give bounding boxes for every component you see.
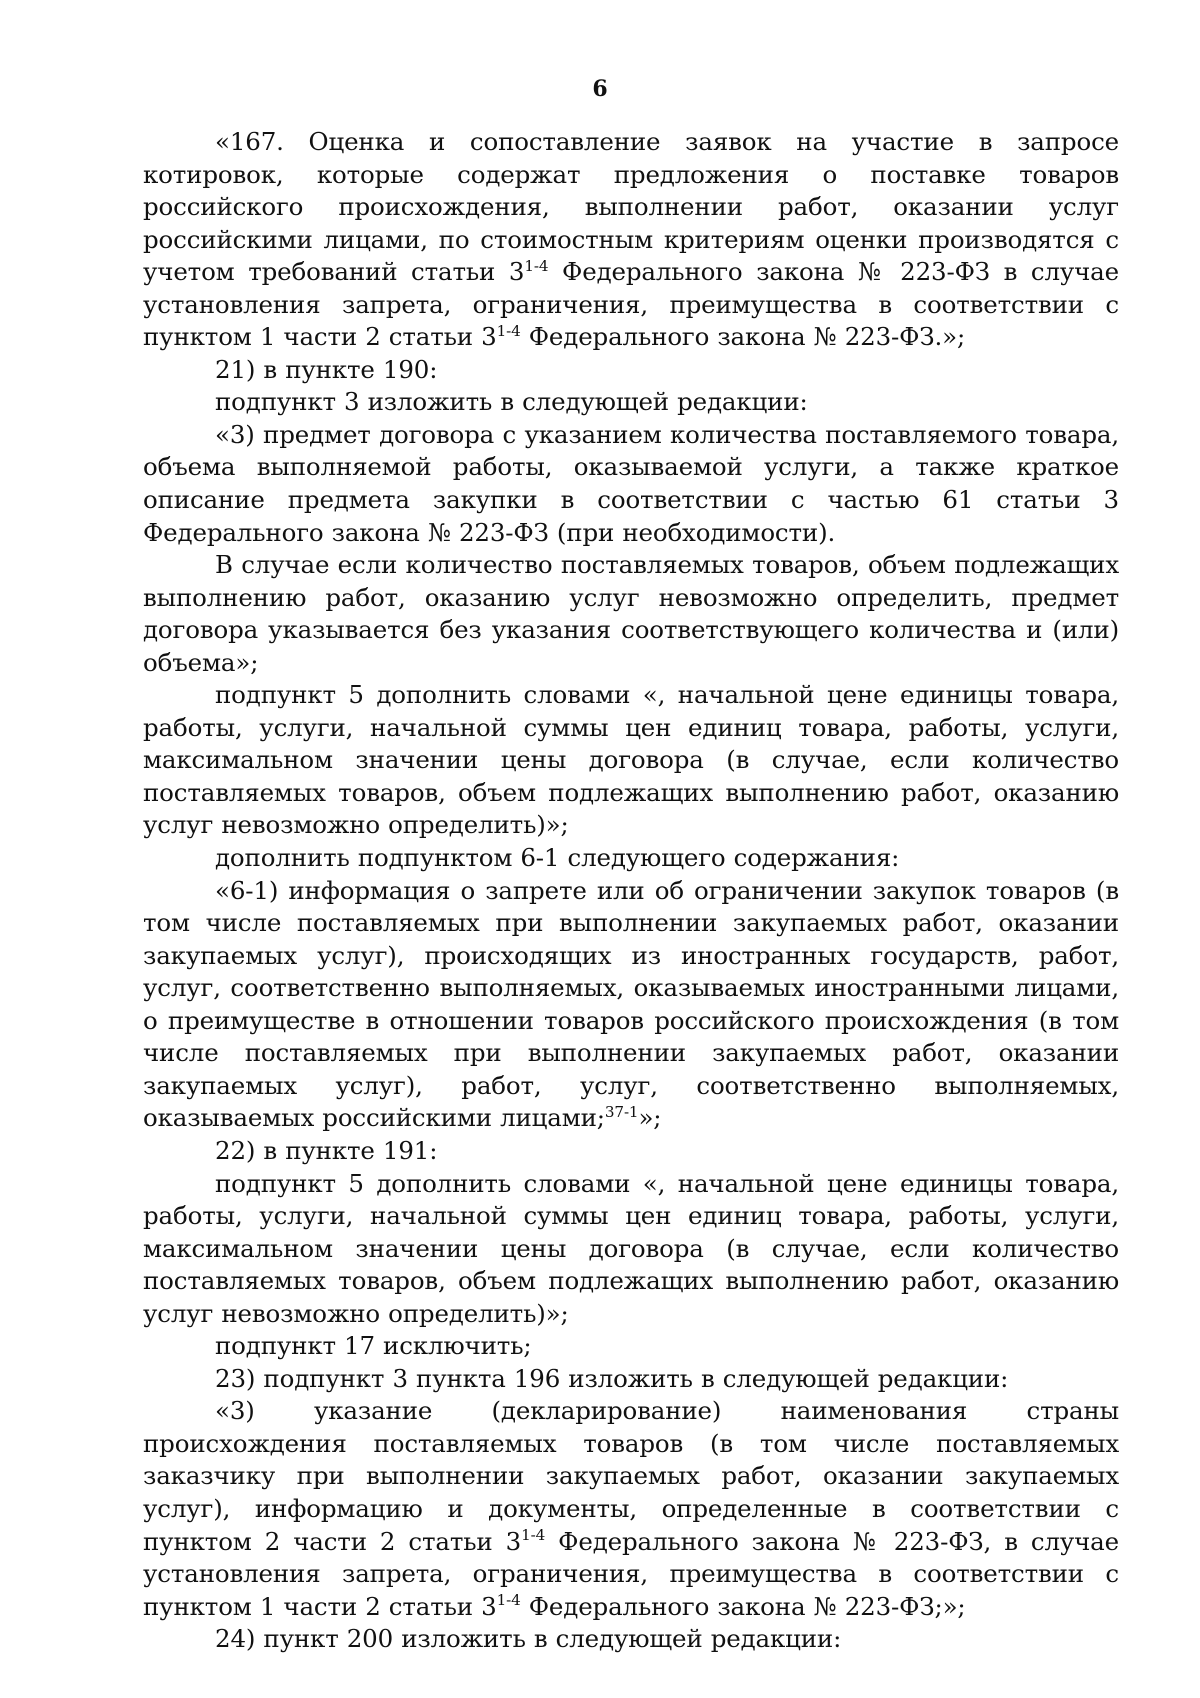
paragraph (143, 1168, 1119, 1331)
text-segment: подпункт 3 изложить в следующей редакции: (215, 387, 808, 417)
text-segment: подпункт 5 дополнить словами «, начальной цене единицы товара, работы, услуги, начальной суммы цен единиц товара, работы, услуги, максимальном значении цены договора (в случае, если количество поставляемых товаров, объем подлежащих выполнению работ, оказанию услуг невозможно определить)»; (143, 680, 1119, 840)
text-segment: Федерального закона № 223-ФЗ в случае установления запрета, ограничения, преимущества в соответствии с пунктом 1 части 2 статьи 3 (143, 257, 1119, 352)
paragraph (143, 354, 1119, 387)
text-segment: подпункт 5 дополнить словами «, начальной цене единицы товара, работы, услуги, начальной суммы цен единиц товара, работы, услуги, максимальном значении цены договора (в случае, если количество поставляемых товаров, объем подлежащих выполнению работ, оказанию услуг невозможно определить)»; (143, 1168, 1119, 1328)
text-segment: »; (638, 1103, 662, 1133)
text-segment: Федерального закона № 223-ФЗ.»; (520, 322, 966, 352)
superscript: 1-4 (496, 322, 521, 341)
text-segment: 24) пункт 200 изложить в следующей редакции: (215, 1624, 842, 1654)
paragraph (143, 386, 1119, 419)
superscript: 1-4 (496, 1591, 521, 1610)
text-segment: подпункт 17 исключить; (215, 1331, 532, 1361)
paragraph (143, 1395, 1119, 1623)
paragraph (143, 1623, 1119, 1656)
paragraph (143, 1135, 1119, 1168)
text-segment: «3) указание (декларирование) наименования страны происхождения поставляемых товаров (в том числе поставляемых заказчику при выполнении закупаемых работ, оказании закупаемых услуг), информацию и документы, определенные в соответствии с пунктом 2 части 2 статьи 3 (143, 1396, 1119, 1556)
paragraph (143, 875, 1119, 1135)
text-segment: 22) в пункте 191: (215, 1135, 438, 1165)
text-segment: «6-1) информация о запрете или об ограничении закупок товаров (в том числе поставляемых при выполнении закупаемых работ, оказании закупаемых услуг), происходящих из иностранных государств, работ, услуг, соответственно выполняемых, оказываемых иностранными лицами, о преимуществе в отношении товаров российского происхождения (в том числе поставляемых при выполнении закупаемых работ, оказании закупаемых услуг), работ, услуг, соответственно выполняемых, оказываемых российскими лицами; (143, 875, 1119, 1133)
superscript: 37-1 (604, 1103, 639, 1122)
page-number: 6 (592, 76, 608, 102)
superscript: 1-4 (521, 1526, 546, 1545)
text-segment: Федерального закона № 223-ФЗ, в случае установления запрета, ограничения, преимущества в соответствии с пунктом 1 части 2 статьи 3 (143, 1526, 1119, 1621)
paragraph (143, 842, 1119, 875)
paragraph (143, 419, 1119, 549)
document-body (143, 126, 1119, 1656)
paragraph (143, 679, 1119, 842)
text-segment: В случае если количество поставляемых товаров, объем подлежащих выполнению работ, оказанию услуг невозможно определить, предмет договора указывается без указания соответствующего количества и (или) объема»; (143, 550, 1119, 677)
text-segment: «167. Оценка и сопоставление заявок на участие в запросе котировок, которые содержат предложения о поставке товаров российского происхождения, выполнении работ, оказании услуг российскими лицами, по стоимостным критериям оценки производятся с учетом требований статьи 3 (143, 127, 1119, 287)
superscript: 1-4 (524, 257, 549, 276)
paragraph (143, 126, 1119, 354)
text-segment: «3) предмет договора с указанием количества поставляемого товара, объема выполняемой работы, оказываемой услуги, а также краткое описание предмета закупки в соответствии с частью 61 статьи 3 Федерального закона № 223-ФЗ (при необходимости). (143, 419, 1119, 547)
text-segment: 21) в пункте 190: (215, 354, 438, 384)
text-segment: 23) подпункт 3 пункта 196 изложить в следующей редакции: (215, 1363, 1009, 1393)
text-segment: дополнить подпунктом 6-1 следующего содержания: (215, 843, 900, 873)
text-segment: Федерального закона № 223-ФЗ;»; (520, 1591, 966, 1621)
paragraph (143, 1330, 1119, 1363)
paragraph (143, 549, 1119, 679)
paragraph (143, 1363, 1119, 1396)
